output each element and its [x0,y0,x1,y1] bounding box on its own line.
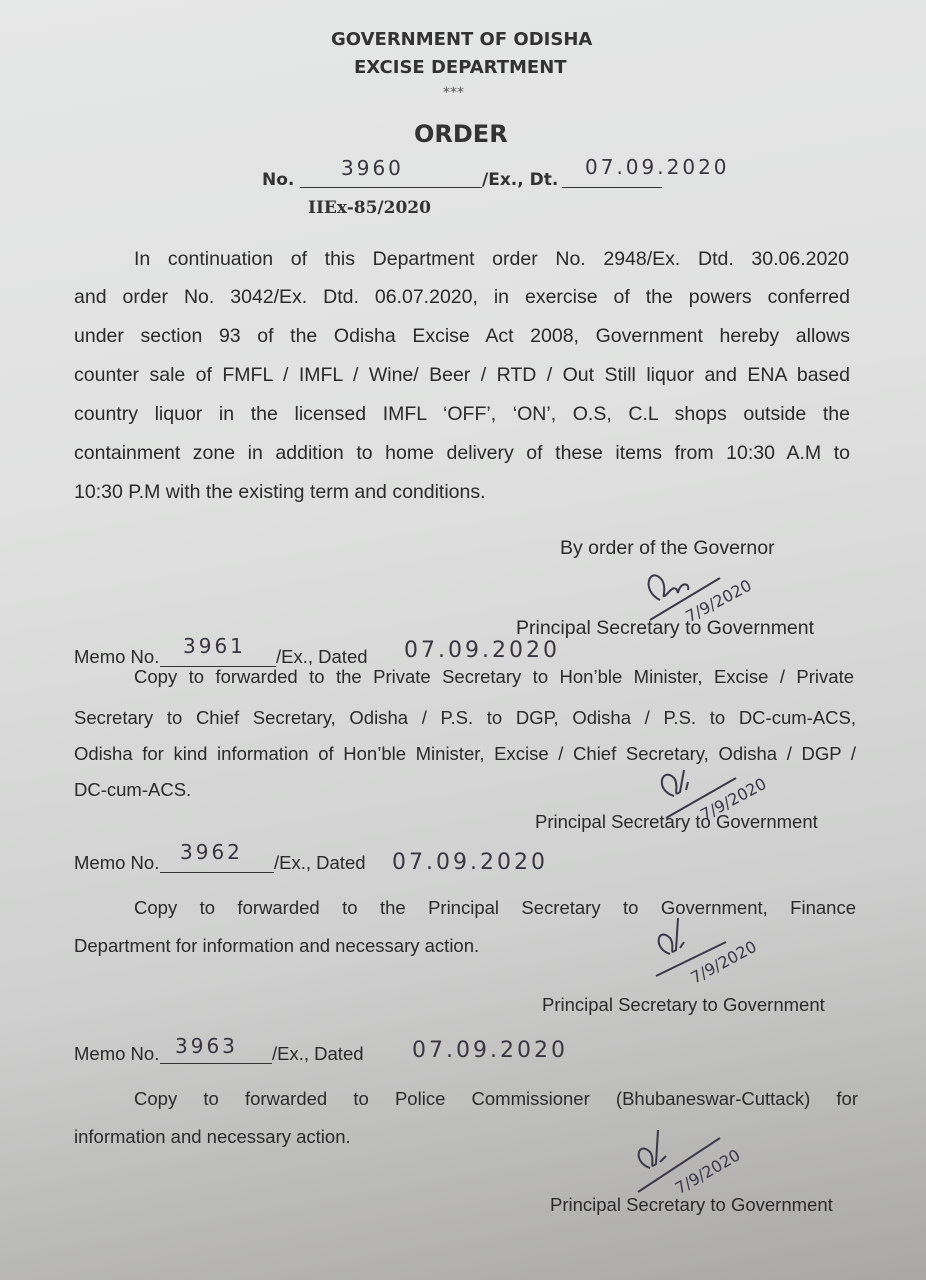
memo-3-prefix: Memo No. [74,1043,160,1064]
signature-date-1: 7/9/2020 [682,575,755,627]
memo-3-date-handwritten: 07.09.2020 [412,1038,568,1063]
memo-3-suffix: /Ex., Dated [272,1043,364,1064]
signature-date-3: 7/9/2020 [687,936,760,988]
order-number-prefix: No. [262,170,295,190]
memo-2-number-handwritten: 3962 [180,840,243,864]
department-heading: EXCISE DEPARTMENT [354,57,567,78]
memo-2-date-handwritten: 07.09.2020 [392,850,548,875]
memo-1-line: Copy to forwarded to the Private Secretary to Hon’ble Minister, Excise / Private [134,666,854,687]
separator-stars: *** [443,85,464,101]
memo-2-prefix: Memo No. [74,852,160,873]
signature-date-2: 7/9/2020 [697,773,770,825]
order-date-handwritten: 07.09.2020 [585,155,730,179]
memo-3-line: information and necessary action. [74,1126,351,1147]
memo-2-line: Department for information and necessary action. [74,935,480,956]
memo-1-line: Secretary to Chief Secretary, Odisha / P.S. to DGP, Odisha / P.S. to DC-cum-ACS, [74,707,856,728]
memo-3-signatory: Principal Secretary to Government [550,1194,833,1215]
memo-1-prefix: Memo No. [74,646,160,667]
memo-2-signatory: Principal Secretary to Government [542,994,825,1015]
order-number-suffix: /Ex., Dt. [482,170,559,190]
memo-1-date-handwritten: 07.09.2020 [404,638,560,663]
memo-3-line: Copy to forwarded to Police Commissioner (Bhubaneswar-Cuttack) for [134,1088,858,1109]
order-body-line: counter sale of FMFL / IMFL / Wine/ Beer / RTD / Out Still liquor and ENA based [74,364,850,386]
signatory-title: Principal Secretary to Government [516,617,815,639]
memo-2-suffix: /Ex., Dated [274,852,366,873]
order-body-line: country liquor in the licensed IMFL ‘OFF’, ‘ON’, O.S, C.L shops outside the [74,403,850,425]
order-body-line: and order No. 3042/Ex. Dtd. 06.07.2020, in exercise of the powers conferred [74,286,850,308]
file-reference: IIEx-85/2020 [308,198,431,218]
government-heading: GOVERNMENT OF ODISHA [331,29,593,50]
by-order-text: By order of the Governor [560,537,775,559]
memo-1-line: DC-cum-ACS. [74,779,192,800]
order-body-line: 10:30 P.M with the existing term and conditions. [74,481,486,503]
memo-1-suffix: /Ex., Dated [276,646,368,667]
memo-1-number-handwritten: 3961 [183,634,246,658]
order-body-line: containment zone in addition to home delivery of these items from 10:30 A.M to [74,442,850,464]
order-title: ORDER [414,120,508,148]
memo-1-signatory: Principal Secretary to Government [535,811,818,832]
order-body-line: under section 93 of the Odisha Excise Act 2008, Government hereby allows [74,325,850,347]
signature-date-4: 7/9/2020 [671,1145,744,1198]
memo-3-number-handwritten: 3963 [175,1034,238,1058]
signature-3 [640,912,790,992]
memo-1-line: Odisha for kind information of Hon’ble Minister, Excise / Chief Secretary, Odisha / DGP / [74,743,856,764]
order-body-line: In continuation of this Department order No. 2948/Ex. Dtd. 30.06.2020 [134,248,849,270]
order-number-handwritten: 3960 [341,156,404,180]
memo-2-line: Copy to forwarded to the Principal Secretary to Government, Finance [134,897,856,918]
signature-4 [620,1122,770,1202]
